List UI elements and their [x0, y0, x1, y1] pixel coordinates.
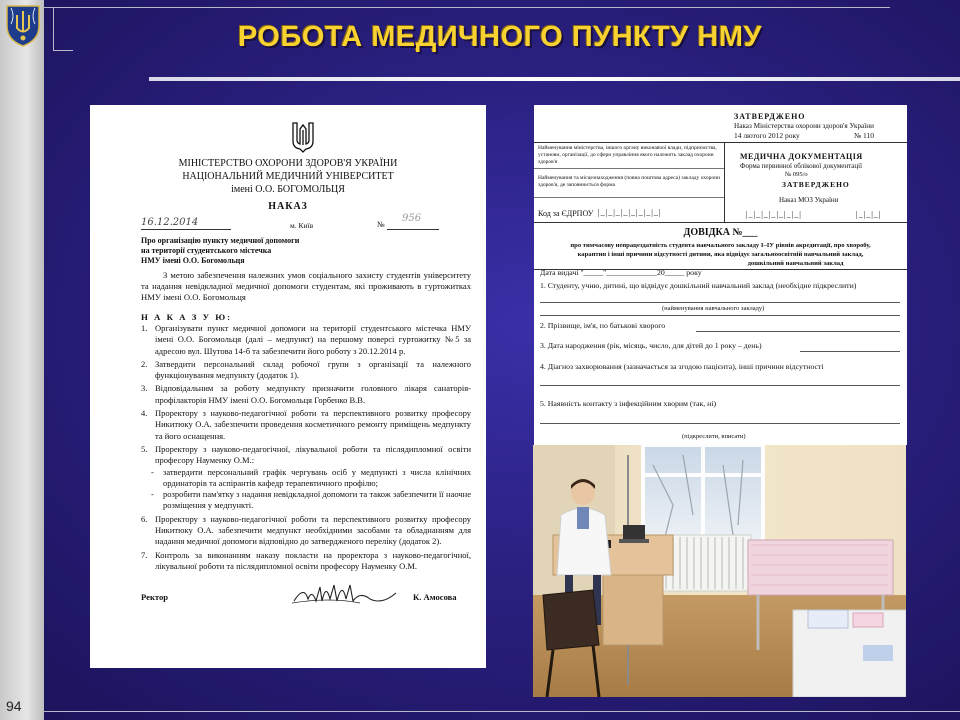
left-sidebar — [0, 0, 44, 720]
left-box-rule-2 — [534, 197, 724, 198]
number-underline — [387, 229, 439, 230]
ministry-header — [90, 157, 486, 196]
header-rule — [534, 142, 907, 143]
subject-line-1: Про організацію пункту медичної допомоги — [141, 236, 300, 245]
order-item: 2. Затвердити персональний склад робочої групи з організації та належного функціонування медпункту (додаток 1). — [141, 358, 471, 381]
right-order: Наказ МОЗ України — [779, 196, 839, 204]
field-line — [696, 331, 900, 332]
signer-role: Ректор — [141, 592, 169, 602]
order-item: 1. Організувати пункт медичної допомоги на території студентського містечка НМУ імені О.О. Богомольця (далі – медпункт) на першому поверсі гуртожитку №5 за адресою вул. Шутова 14-б та забезпечити його роботу з 20.12.2014 р. — [141, 323, 471, 356]
field-student-hint: (найменування навчального закладу) — [662, 305, 765, 312]
order-date — [141, 217, 198, 228]
subject-line-2: на території студентського містечка — [141, 246, 272, 255]
order-subitem: - розробити пам'ятку з надання невідкладної допомоги та також забезпечити її наочне розміщення у медпункті. — [151, 489, 471, 511]
order-intro: З метою забезпечення належних умов соціального захисту студентів університету та надання невідкладної медичної допомоги студентам, які проживають в гуртожитках НМУ імені О.О. Богомольця — [141, 270, 471, 302]
certificate-description — [534, 241, 907, 268]
issue-date-field: Дата видачі "_____"_____________20_____ року — [540, 268, 702, 277]
order-document — [90, 105, 486, 668]
field-contact-hint: (підкреслити, вписати) — [682, 433, 746, 440]
field-contact: 5. Наявність контакту з інфекційним хворим (так, ні) — [540, 399, 717, 408]
edrpou-boxes: |_|_|_|_|_|_|_|_| — [598, 208, 662, 217]
page-number: 94 — [6, 698, 22, 714]
description-line-2: карантин і інші причини відсутності дитини, яка відвідує загальноосвітній навчальний заклад, — [577, 251, 864, 258]
field-line — [540, 423, 900, 424]
bottom-divider — [44, 711, 960, 712]
subject-line-3: НМУ імені О.О. Богомольця — [141, 256, 245, 265]
ministry-line-3: імені О.О. БОГОМОЛЬЦЯ — [231, 184, 345, 195]
medical-office-photo — [533, 445, 906, 697]
left-box-rule — [534, 168, 724, 169]
handwritten-signature — [290, 579, 400, 609]
field-line — [540, 315, 900, 316]
certificate-form-document — [534, 105, 907, 445]
order-subject — [141, 236, 299, 266]
field-birthdate: 3. Дата народження (рік, місяць, число, для дітей до 1 року – день) — [540, 341, 762, 350]
handwritten-number: 956 — [402, 213, 422, 224]
certificate-title: ДОВІДКА №___ — [683, 227, 758, 238]
approved-header: ЗАТВЕРДЖЕНО — [734, 112, 806, 121]
order-item: 7. Контроль за виконанням наказу покласти на проректора з науково-педагогічної, лікувальної роботи та післядипломної освіти професору Науменку О.М. — [141, 549, 471, 571]
header-split — [724, 142, 725, 222]
left-box-ministry: Найменування міністерства, іншого органу виконавчої влади, підприємства, установи, організації, до сфери управління якого належить заклад охорони здоров'я — [538, 145, 717, 165]
order-item: 3. Відповідальним за роботу медпункту призначити головного лікаря санаторія-профілакторія НМУ імені О.О. Богомольця Горбенко В.В. — [141, 383, 471, 405]
ministry-line-1: МІНІСТЕРСТВО ОХОРОНИ ЗДОРОВ'Я УКРАЇНИ — [178, 158, 398, 169]
field-diagnosis: 4. Діагноз захворювання (зазначається за згодою пацієнта), інші причини відсутності — [540, 362, 824, 371]
field-line — [800, 351, 900, 352]
description-line-1: про тимчасову непрацездатність студента навчального закладу І–ІУ рівнів акредитації, про хворобу, — [570, 242, 871, 249]
order-item: 4. Проректору з науково-педагогічної роботи та перспективного розвитку професору Никитюку О.А. забезпечити проведення косметичного ремонту приміщень медпункту та його оснащення. — [141, 408, 471, 441]
medical-office-illustration — [533, 445, 906, 697]
order-item: 5. Проректору з науково-педагогічної, лікувальної роботи та післядипломної освіти професору Науменку О.М.: — [141, 443, 471, 466]
approved-date: 14 лютого 2012 року — [734, 131, 800, 140]
slide-title: РОБОТА МЕДИЧНОГО ПУНКТУ НМУ — [237, 21, 763, 53]
left-box-institution: Найменування та місцезнаходження (повна поштова адреса) закладу охорони здоров'я, де заповнюється форма — [538, 175, 721, 188]
field-student: 1. Студенту, учню, дитині, що відвідує дошкільний навчальний заклад (необхідне підкреслити) — [540, 281, 857, 290]
form-top-rule — [534, 222, 907, 223]
order-subitem: - затвердити персональний графік чергувань осіб у медпункті з числа клінічних ординаторів та аспірантів кафедр терапевтичного профілю; — [151, 466, 471, 488]
form-number: № 095/о — [785, 171, 808, 178]
date-underline — [141, 229, 231, 230]
ministry-line-2: НАЦІОНАЛЬНИЙ МЕДИЧНИЙ УНІВЕРСИТЕТ — [182, 171, 394, 182]
ukraine-trident-icon — [290, 121, 316, 153]
medical-documentation-title: МЕДИЧНА ДОКУМЕНТАЦІЯ — [740, 152, 863, 161]
order-word: Н А К А З У Ю: — [141, 312, 233, 322]
right-code-boxes-2: |_|_|_| — [856, 210, 882, 219]
top-divider — [44, 7, 890, 8]
right-approved: ЗАТВЕРДЖЕНО — [782, 180, 850, 189]
edrpou-label: Код за ЄДРПОУ — [538, 209, 594, 218]
number-label: № — [377, 220, 385, 229]
order-number — [402, 213, 421, 224]
order-item: 6. Проректору з науково-педагогічної роботи та перспективного розвитку професору Никитюку О.А. забезпечити медпункт необхідними засобами та обладнанням для надання медичної допомоги відповідно до затвердженого переліку (додаток 2). — [141, 513, 471, 547]
order-items — [141, 323, 471, 574]
order-city: м. Київ — [290, 221, 314, 230]
field-line — [540, 302, 900, 303]
document-type: НАКАЗ — [268, 201, 308, 212]
title-underline — [149, 77, 960, 81]
signer-name: К. Амосова — [413, 592, 457, 602]
form-type: Форма первинної облікової документації — [740, 162, 863, 170]
right-code-boxes: |_|_|_|_|_|_|_| — [746, 210, 802, 219]
field-name: 2. Прізвище, ім'я, по батькові хворого — [540, 321, 666, 330]
approved-order: Наказ Міністерства охорони здоров'я України — [734, 122, 874, 130]
field-line — [540, 385, 900, 386]
approved-number: № 110 — [854, 131, 875, 140]
description-line-3: дошкільний навчальний заклад — [747, 260, 844, 267]
handwritten-date: 16.12.2014 — [141, 217, 199, 228]
